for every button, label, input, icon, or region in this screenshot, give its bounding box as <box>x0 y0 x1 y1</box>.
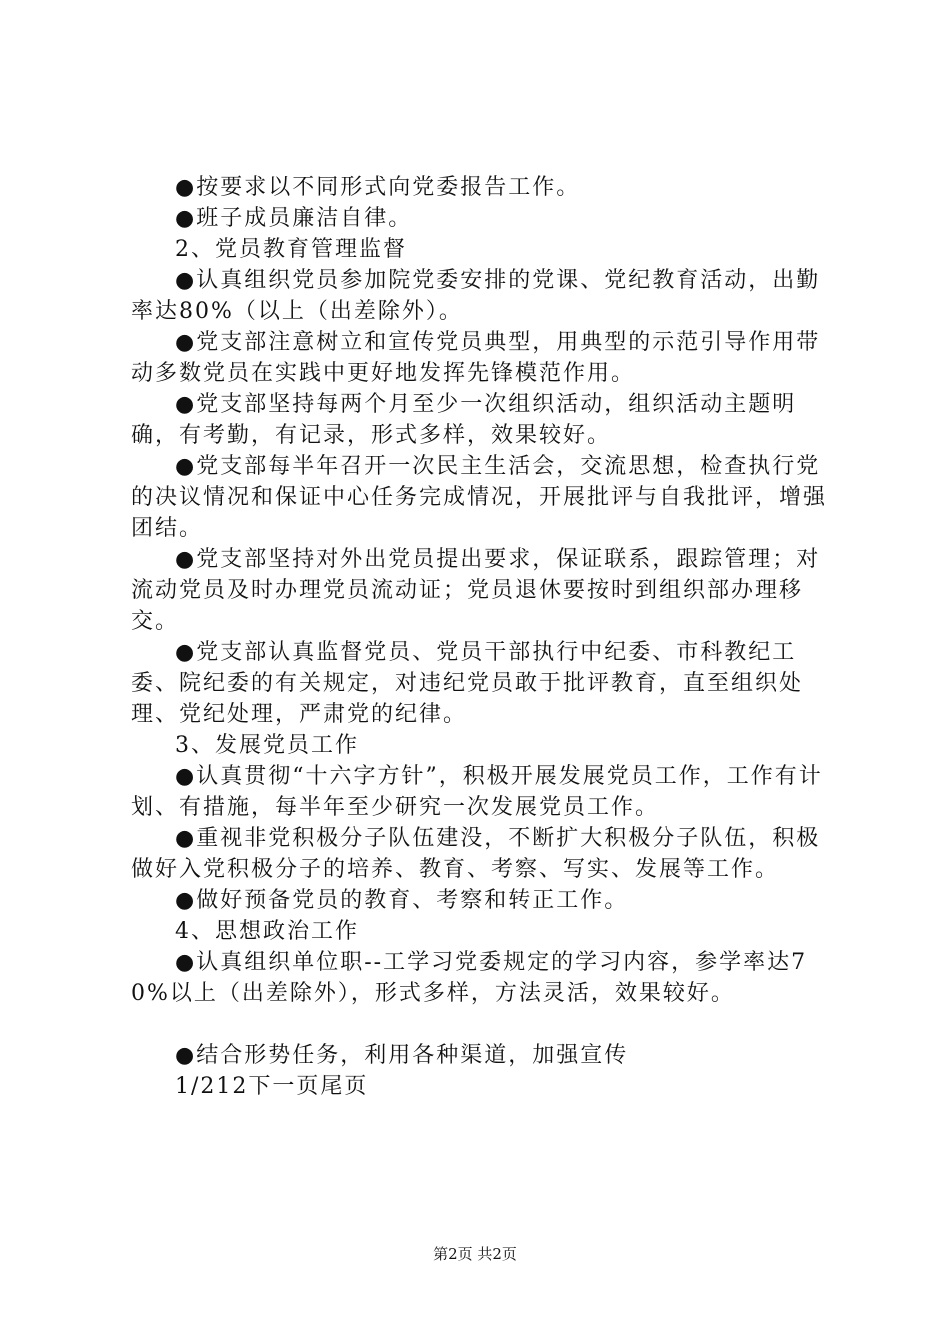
bullet-report-work: ●按要求以不同形式向党委报告工作。 <box>175 175 581 200</box>
section-heading-development: 3、发展党员工作 <box>175 733 359 758</box>
page-footer: 第2页 共2页 <box>433 1245 517 1263</box>
bullet-supervision: ●党支部认真监督党员、党员干部执行中纪委、市科教纪工委、院纪委的有关规定，对违纪党员敢于批评教育，直至组织处理、党纪处理，严肃党的纪律。 <box>131 640 804 727</box>
bullet-democratic-life: ●党支部每半年召开一次民主生活会，交流思想，检查执行党的决议情况和保证中心任务完成情况，开展批评与自我批评，增强团结。 <box>131 454 828 541</box>
bullet-integrity: ●班子成员廉洁自律。 <box>175 206 413 231</box>
bullet-probationary: ●做好预备党员的教育、考察和转正工作。 <box>175 888 629 913</box>
bullet-activities: ●党支部坚持每两个月至少一次组织活动，组织活动主题明确，有考勤，有记录，形式多样，效果较好。 <box>131 392 797 448</box>
bullet-publicity: ●结合形势任务，利用各种渠道，加强宣传 <box>175 1043 629 1068</box>
bullet-sixteen-words: ●认真贯彻“十六字方针”，积极开展发展党员工作，工作有计划、有措施，每半年至少研究一次发展党员工作。 <box>131 764 823 820</box>
bullet-role-models: ●党支部注意树立和宣传党员典型，用典型的示范引导作用带动多数党员在实践中更好地发挥先锋模范作用。 <box>131 330 821 386</box>
bullet-mobile-members: ●党支部坚持对外出党员提出要求，保证联系，跟踪管理；对流动党员及时办理党员流动证；党员退休要按时到组织部办理移交。 <box>131 547 821 634</box>
document-body <box>131 172 836 1102</box>
section-heading-education: 2、党员教育管理监督 <box>175 237 407 262</box>
pagination-text: 1/212下一页尾页 <box>175 1074 369 1099</box>
bullet-study: ●认真组织单位职--工学习党委规定的学习内容，参学率达70%以上（出差除外），形式多样，方法灵活，效果较好。 <box>131 950 808 1006</box>
bullet-attendance: ●认真组织党员参加院党委安排的党课、党纪教育活动，出勤率达80%（以上（出差除外）。 <box>131 268 821 324</box>
section-heading-ideology: 4、思想政治工作 <box>175 919 359 944</box>
bullet-activists: ●重视非党积极分子队伍建没，不断扩大积极分子队伍，积极做好入党积极分子的培养、教育、考察、写实、发展等工作。 <box>131 826 821 882</box>
